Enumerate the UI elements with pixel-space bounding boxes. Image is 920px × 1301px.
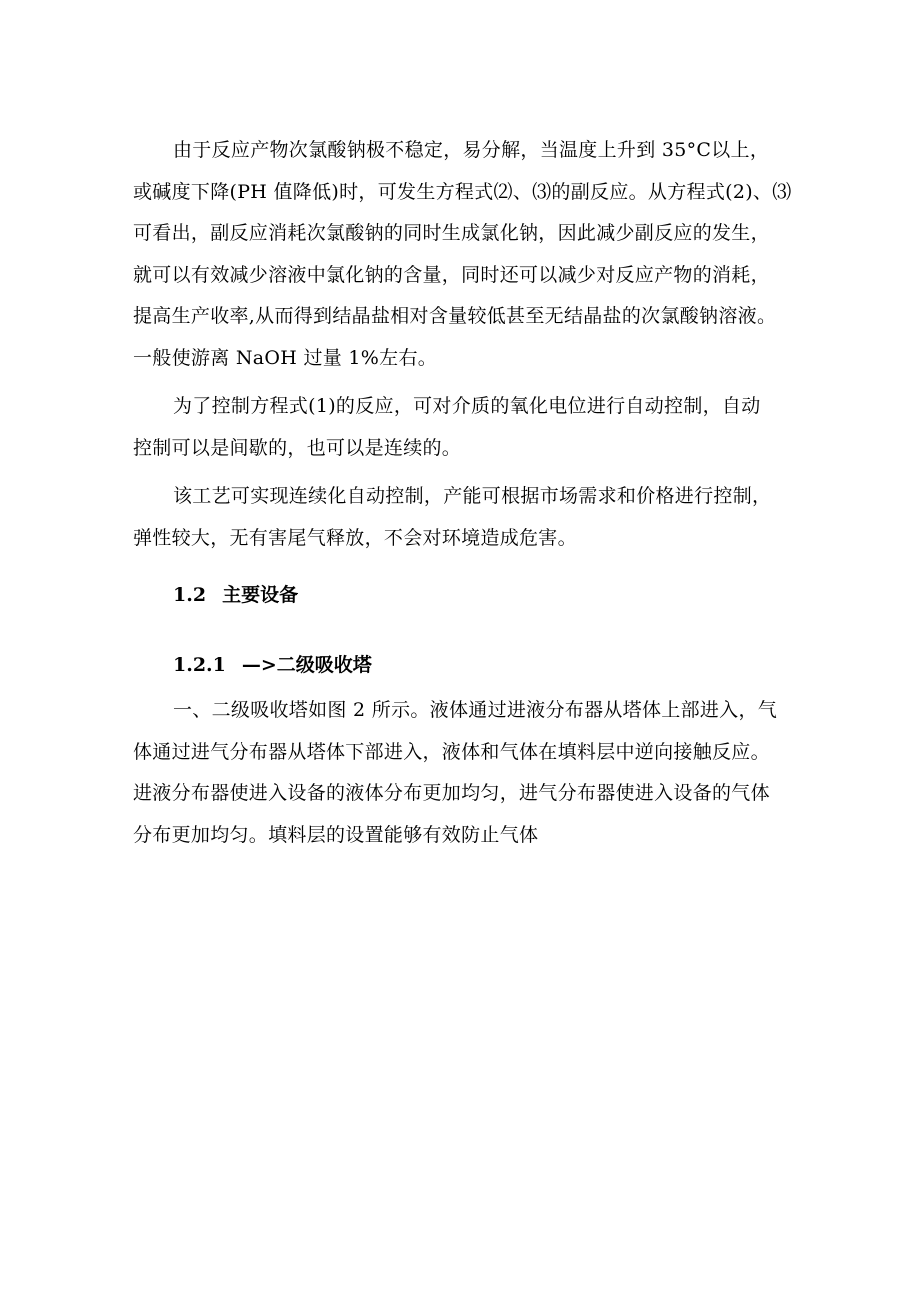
text-line: 提高生产收率,从而得到结晶盐相对含量较低甚至无结晶盐的次氯酸钠溶液。 <box>133 305 777 327</box>
text-line: 进液分布器使进入设备的液体分布更加均匀，进气分布器使进入设备的气体 <box>133 782 770 804</box>
text-line: 就可以有效减少溶液中氯化钠的含量，同时还可以减少对反应产物的消耗， <box>133 263 770 286</box>
section-title: 主要设备 <box>222 584 299 606</box>
section-number: 1.2 <box>173 584 207 606</box>
text-line: 该工艺可实现连续化自动控制，产能可根据市场需求和价格进行控制， <box>173 485 772 507</box>
paragraph-control <box>133 386 807 469</box>
section-heading-1-2 <box>133 575 807 616</box>
text-line: 为了控制方程式(1)的反应，可对介质的氧化电位进行自动控制，自动 <box>173 395 761 417</box>
text-line: 可看出，副反应消耗次氯酸钠的同时生成氯化钠，因此减少副反应的发生， <box>133 222 770 244</box>
text-line: 由于反应产物次氯酸钠极不稳定，易分解，当温度上升到 35°C以上， <box>173 139 770 161</box>
text-line: 或碱度下降(PH 值降低)时，可发生方程式⑵、⑶的副反应。从方程式(2)、⑶ <box>133 180 792 203</box>
section-title: —>二级吸收塔 <box>241 654 372 676</box>
text-line: 一般使游离 NaOH 过量 1%左右。 <box>133 346 438 369</box>
paragraph-absorption-tower <box>133 690 807 856</box>
paragraph-side-reaction <box>133 130 807 379</box>
text-line: 分布更加均匀。填料层的设置能够有效防止气体 <box>133 823 539 846</box>
section-heading-1-2-1 <box>133 645 807 686</box>
text-line: 一、二级吸收塔如图 2 所示。液体通过进液分布器从塔体上部进入，气 <box>173 699 778 721</box>
text-line: 控制可以是间歇的，也可以是连续的。 <box>133 436 462 459</box>
document-page <box>133 130 807 856</box>
text-line: 体通过进气分布器从塔体下部进入，液体和气体在填料层中逆向接触反应。 <box>133 740 770 763</box>
text-line: 弹性较大，无有害尾气释放，不会对环境造成危害。 <box>133 526 577 549</box>
paragraph-process <box>133 476 807 559</box>
section-number: 1.2.1 <box>173 654 226 676</box>
